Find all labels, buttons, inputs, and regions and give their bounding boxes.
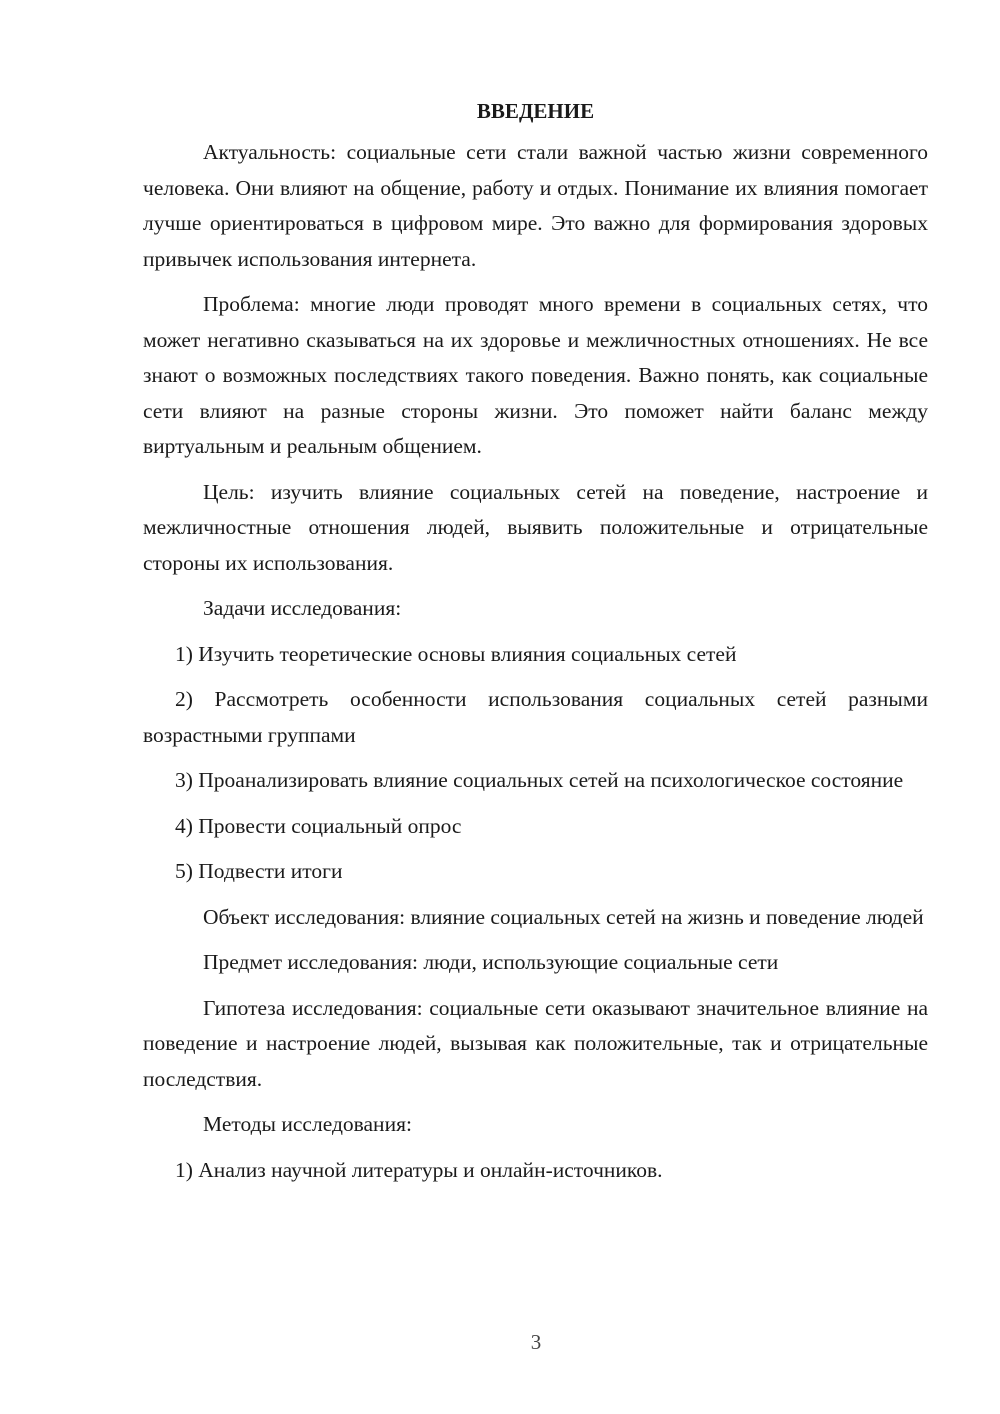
hypothesis-paragraph: Гипотеза исследования: социальные сети оказывают значительное влияние на поведение и настроение людей, вызывая как положительные, так и отрицательные последствия. [143,995,928,1091]
task-item: 4) Провести социальный опрос [175,813,462,838]
task-item: 5) Подвести итоги [175,859,343,883]
methods-heading: Методы исследования: [203,1112,412,1136]
document-page [143,96,928,1198]
object-paragraph: Объект исследования: влияние социальных сетей на жизнь и поведение людей [203,904,924,929]
relevance-paragraph: Актуальность: социальные сети стали важной частью жизни современного человека. Они влияют на общение, работу и отдых. Понимание их влияния помогает лучше ориентироваться в цифровом мире. Это важно для формирования здоровых привычек использования интернета. [143,140,928,271]
task-item: 3) Проанализировать влияние социальных сетей на психологическое состояние [175,768,904,792]
subject-paragraph: Предмет исследования: люди, использующие социальные сети [203,950,779,974]
problem-paragraph: Проблема: многие люди проводят много времени в социальных сетях, что может негативно сказываться на их здоровье и межличностных отношениях. Не все знают о возможных последствиях такого поведения. Важно понять, как социальные сети влияют на разные стороны жизни. Это поможет найти баланс между виртуальным и реальным общением. [143,292,928,458]
page-number: 3 [530,1330,542,1354]
task-item: 1) Изучить теоретические основы влияния социальных сетей [175,641,737,666]
task-item: 2) Рассмотреть особенности использования социальных сетей разными возрастными группами [143,687,928,747]
goal-paragraph: Цель: изучить влияние социальных сетей на поведение, настроение и межличностные отношения людей, выявить положительные и отрицательные стороны их использования. [143,479,928,575]
method-item: 1) Анализ научной литературы и онлайн-источников. [175,1157,663,1182]
page-title: ВВЕДЕНИЕ [476,99,595,123]
tasks-heading: Задачи исследования: [203,596,402,620]
